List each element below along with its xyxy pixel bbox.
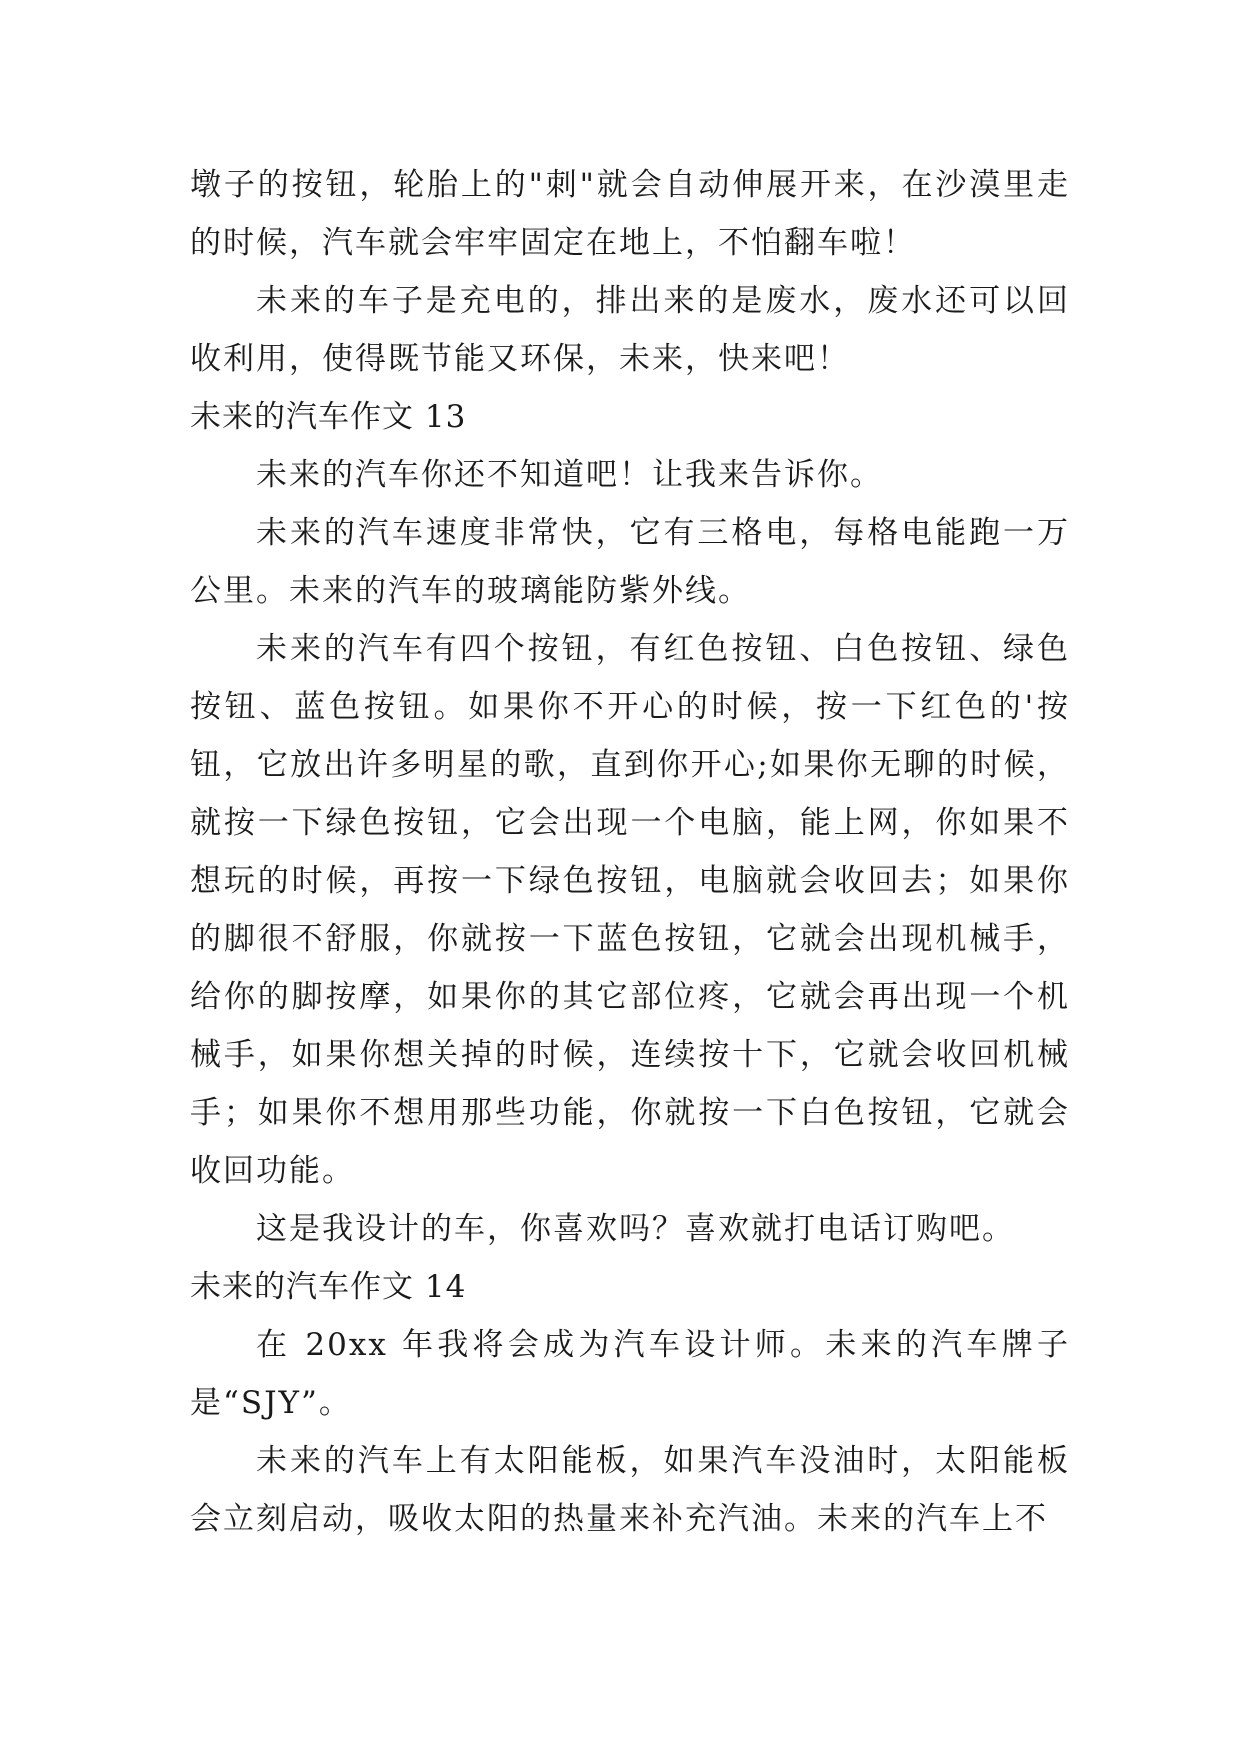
paragraph: 未来的汽车上有太阳能板，如果汽车没油时，太阳能板会立刻启动，吸收太阳的热量来补充汽油。未来的汽车上不 <box>190 1443 1070 1537</box>
paragraph: 未来的汽车有四个按钮，有红色按钮、白色按钮、绿色按钮、蓝色按钮。如果你不开心的时候，按一下红色的'按钮，它放出许多明星的歌，直到你开心;如果你无聊的时候，就按一下绿色按钮，它会出现一个电脑，能上网，你如果不想玩的时候，再按一下绿色按钮，电脑就会收回去；如果你的脚很不舒服，你就按一下蓝色按钮，它就会出现机械手，给你的脚按摩，如果你的其它部位疼，它就会再出现一个机械手，如果你想关掉的时候，连续按十下，它就会收回机械手；如果你不想用那些功能，你就按一下白色按钮，它就会收回功能。 <box>190 631 1070 1189</box>
section-heading: 未来的汽车作文 14 <box>190 1269 467 1305</box>
paragraph: 墩子的按钮，轮胎上的"刺"就会自动伸展开来，在沙漠里走的时候，汽车就会牢牢固定在地上，不怕翻车啦！ <box>190 167 1070 261</box>
paragraph: 未来的汽车速度非常快，它有三格电，每格电能跑一万公里。未来的汽车的玻璃能防紫外线。 <box>190 515 1070 609</box>
paragraph: 未来的汽车你还不知道吧！让我来告诉你。 <box>256 457 883 493</box>
paragraph: 未来的车子是充电的，排出来的是废水，废水还可以回收利用，使得既节能又环保，未来，快来吧！ <box>190 283 1070 377</box>
paragraph: 这是我设计的车，你喜欢吗？喜欢就打电话订购吧。 <box>256 1211 1015 1247</box>
section-heading: 未来的汽车作文 13 <box>190 399 467 435</box>
document-body <box>190 156 1070 1548</box>
paragraph: 在 20xx 年我将会成为汽车设计师。未来的汽车牌子是“SJY”。 <box>190 1327 1070 1421</box>
